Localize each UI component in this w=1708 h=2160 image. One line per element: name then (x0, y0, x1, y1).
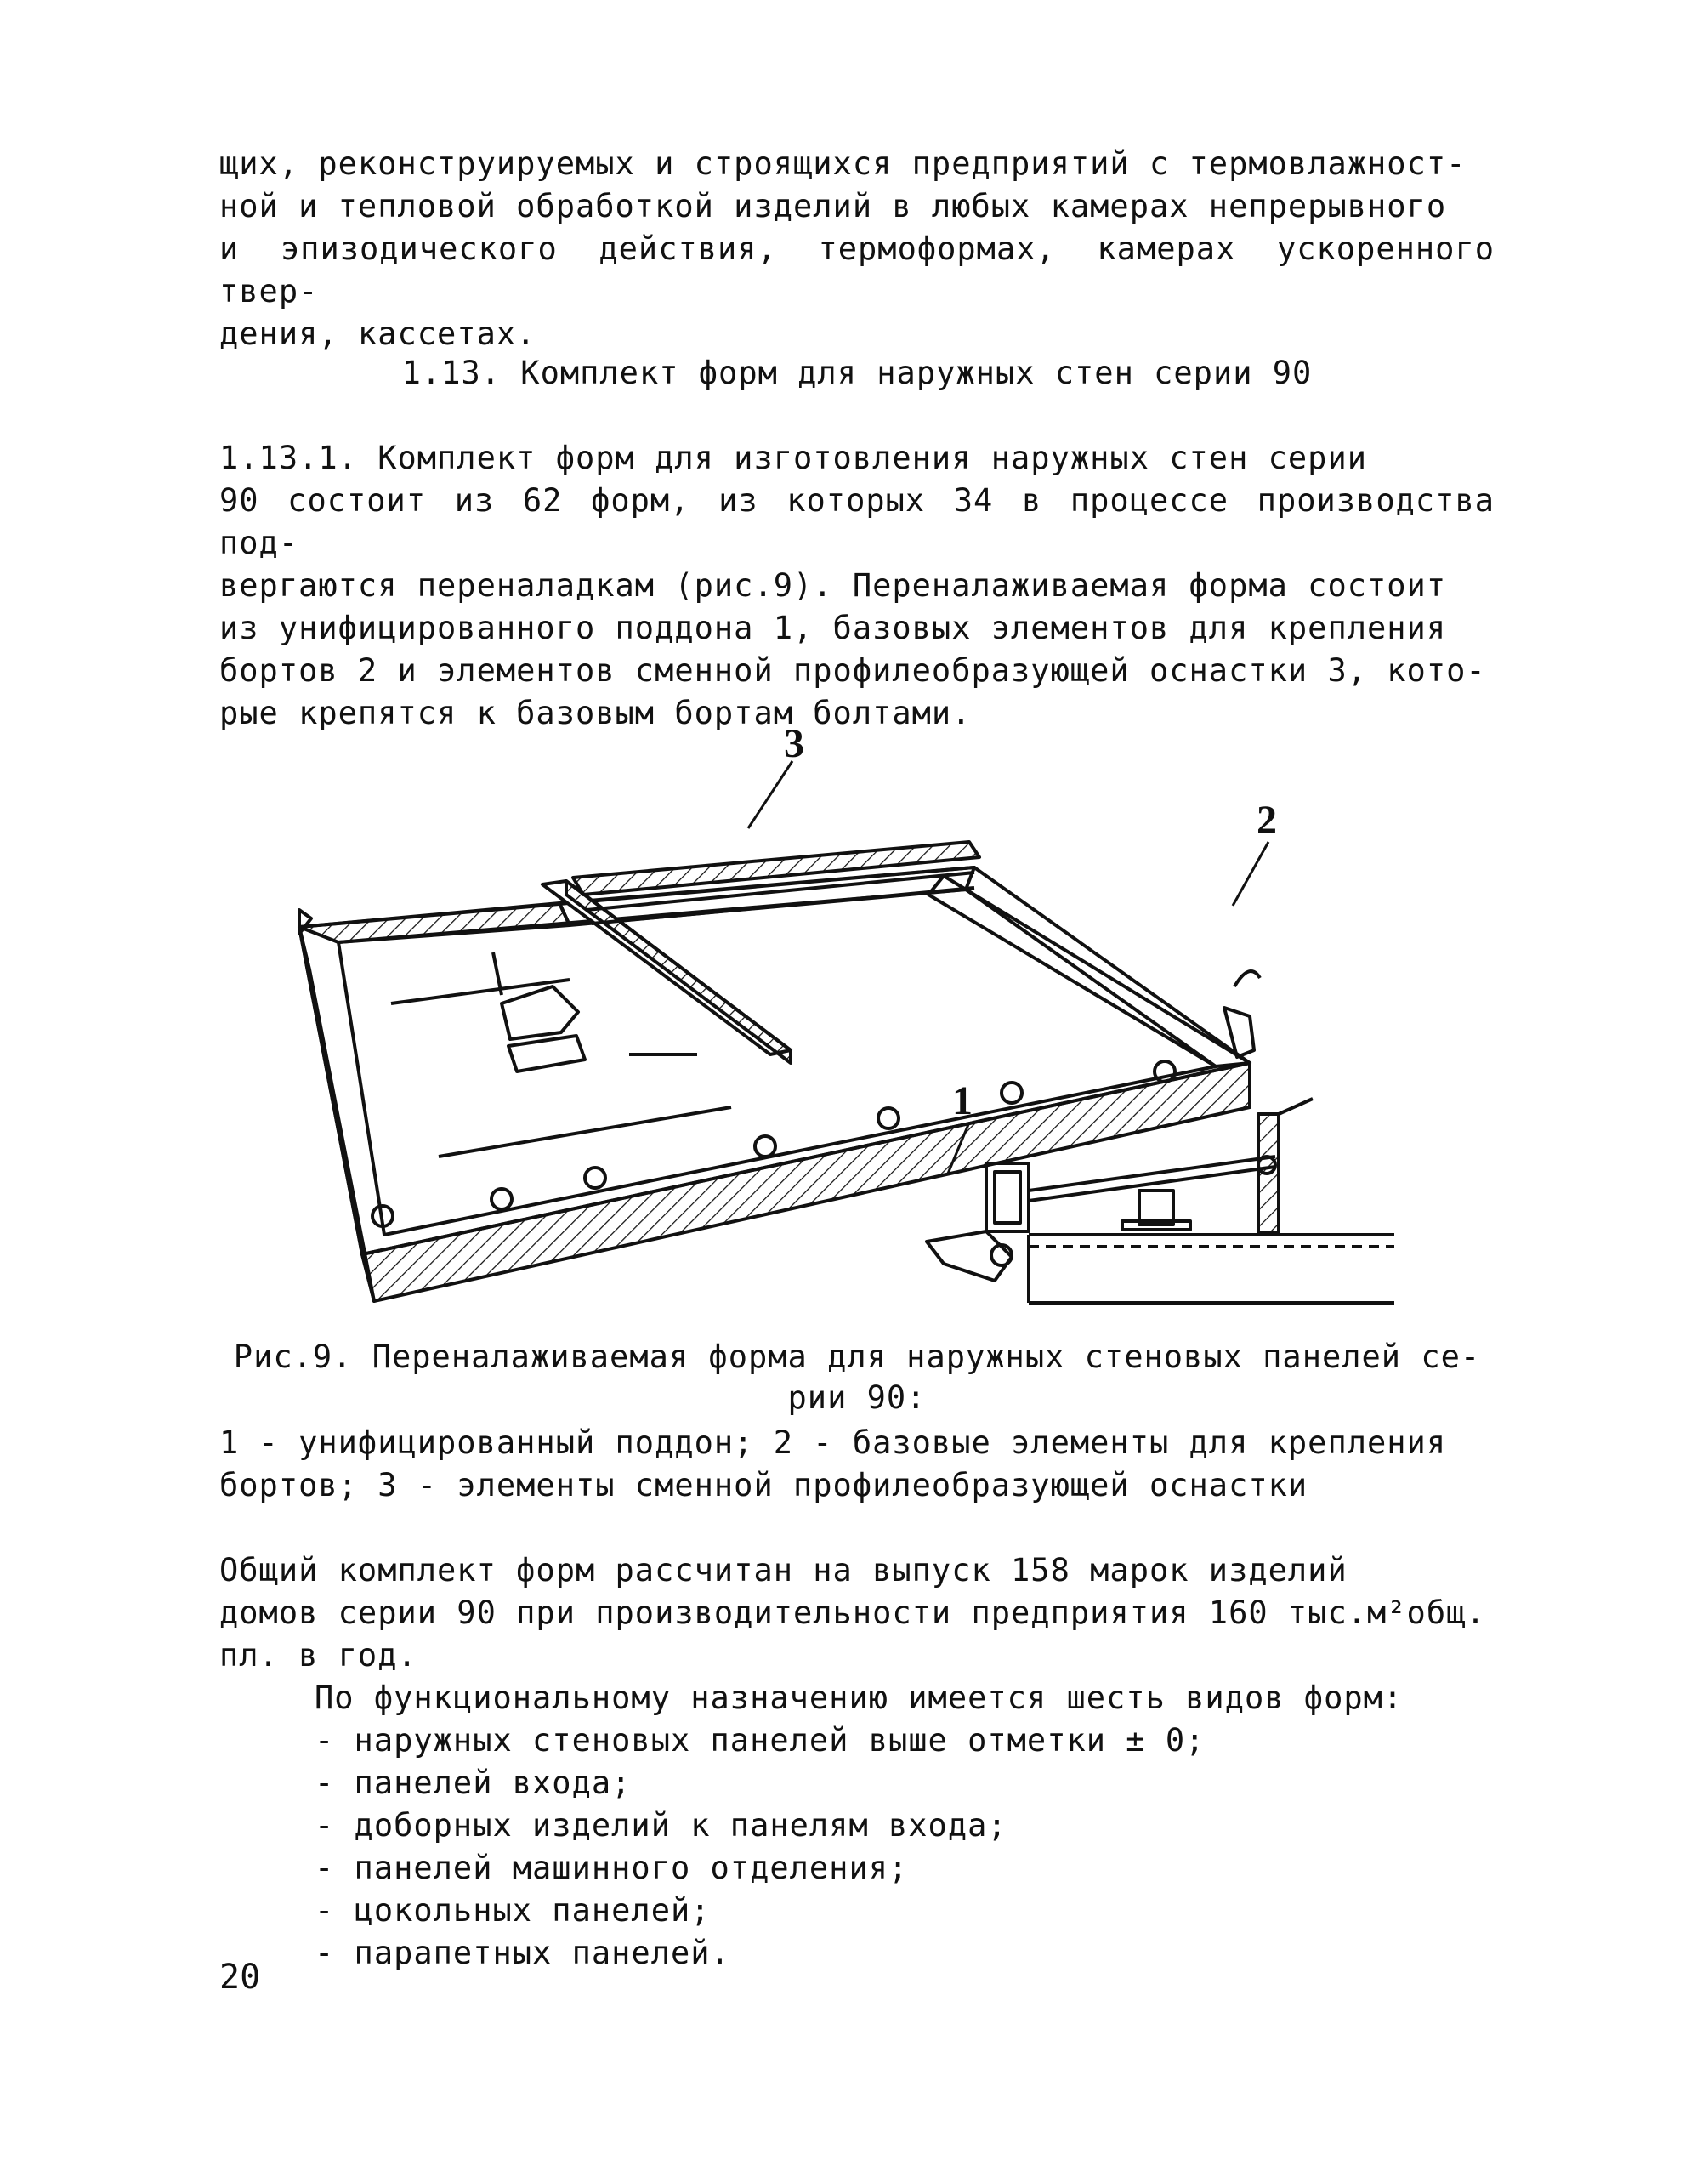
figure-9-drawing (289, 714, 1428, 1327)
list-item: - цокольных панелей; (315, 1892, 711, 1929)
list-item: - доборных изделий к панелям входа; (315, 1807, 1007, 1844)
list-item: - наружных стеновых панелей выше отметки ± 0; (315, 1722, 1206, 1759)
list-item: - парапетных панелей. (315, 1935, 730, 1971)
intro-paragraph: щих, реконструируемых и строящихся предприятий с термовлажност- ной и тепловой обработкой изделий в любых камерах непрерывного и эпизодического действия, термоформах, камерах ускоренного твер- дения, кассетах. (219, 145, 1495, 352)
form-types-list (315, 1719, 1205, 1975)
output-paragraph: Общий комплект форм рассчитан на выпуск 158 марок изделий домов серии 90 при производительности предприятия 160 тыс.м²общ. пл. в год. (219, 1552, 1486, 1674)
page-number: 20 (219, 1958, 261, 1997)
figure-caption-legend: 1 - унифицированный поддон; 2 - базовые элементы для крепления бортов; 3 - элементы сменной профилеобразующей оснастки (219, 1424, 1447, 1503)
section-heading: 1.13. Комплект форм для наружных стен серии 90 (401, 355, 1313, 391)
list-item: - панелей машинного отделения; (315, 1850, 909, 1886)
form-types-intro: По функциональному назначению имеется шесть видов форм: (315, 1680, 1404, 1716)
label-2: 2 (1257, 798, 1277, 843)
figure-caption-title: Рис.9. Переналаживаемая форма для наружных стеновых панелей се- рии 90: (233, 1339, 1481, 1416)
label-1: 1 (952, 1078, 973, 1123)
section-paragraph: 1.13.1. Комплект форм для изготовления наружных стен серии 90 состоит из 62 форм, из которых 34 в процессе производства под- вергаются переналадкам (рис.9). Переналаживаемая форма состоит из унифицированного поддона 1, базовых элементов для крепления бортов 2 и элементов сменной профилеобразующей оснастки 3, кото- рые крепятся к базовым бортам болтами. (219, 440, 1495, 731)
label-3: 3 (784, 721, 804, 766)
pallet-drawing (299, 842, 1260, 1301)
list-item: - панелей входа; (315, 1765, 632, 1801)
